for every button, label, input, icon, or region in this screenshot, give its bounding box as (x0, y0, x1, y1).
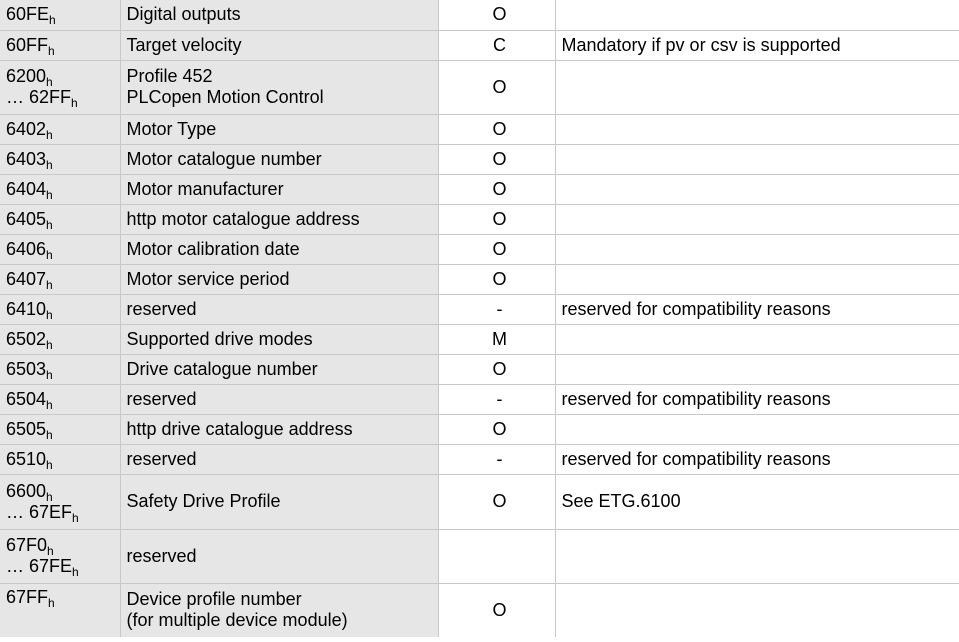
comment-cell (555, 30, 959, 60)
table-row (0, 324, 959, 354)
hex-suffix: h (46, 217, 53, 232)
comment-text: reserved for compatibility reasons (561, 388, 831, 409)
index-cell (0, 474, 120, 529)
index-value: 6403 (6, 148, 47, 169)
object-name: http drive catalogue address (126, 418, 353, 439)
mo-value: O (492, 238, 507, 259)
hex-suffix: h (47, 544, 54, 558)
hex-suffix: h (46, 277, 53, 292)
index-value: 6200 (6, 66, 47, 86)
mo-cell (438, 60, 555, 114)
name-cell (120, 144, 438, 174)
table-row (0, 474, 959, 529)
index-cell (0, 204, 120, 234)
object-name: Digital outputs (126, 4, 241, 25)
name-cell (120, 294, 438, 324)
comment-cell (555, 174, 959, 204)
index-value: 6404 (6, 178, 47, 199)
comment-cell (555, 474, 959, 529)
name-cell (120, 444, 438, 474)
mo-cell (438, 114, 555, 144)
mo-cell (438, 384, 555, 414)
object-name: Motor catalogue number (126, 148, 322, 169)
object-name-line2: (for multiple device module) (126, 610, 348, 631)
comment-text: Mandatory if pv or csv is supported (561, 34, 841, 55)
index-cell (0, 583, 120, 637)
comment-cell (555, 60, 959, 114)
comment-cell (555, 414, 959, 444)
name-cell (120, 60, 438, 114)
index-cell (0, 0, 120, 30)
mo-value: O (492, 358, 507, 379)
index-cell (0, 444, 120, 474)
index-cell (0, 414, 120, 444)
mo-value: - (496, 448, 503, 469)
object-name: Device profile number (126, 589, 302, 610)
index-cell (0, 354, 120, 384)
mo-cell (438, 264, 555, 294)
object-name: Motor calibration date (126, 238, 300, 259)
object-name-line2: PLCopen Motion Control (126, 87, 324, 107)
comment-cell (555, 144, 959, 174)
index-cell (0, 30, 120, 60)
index-cell (0, 60, 120, 114)
object-name: http motor catalogue address (126, 208, 360, 229)
mo-cell (438, 234, 555, 264)
object-name: reserved (126, 545, 197, 566)
mo-cell (438, 474, 555, 529)
hex-suffix: h (46, 367, 53, 382)
index-cell (0, 294, 120, 324)
mo-value: O (492, 491, 507, 511)
index-value: 60FF (6, 34, 49, 55)
hex-suffix: h (72, 510, 79, 525)
index-value: 6510 (6, 448, 47, 469)
index-value: 6406 (6, 238, 47, 259)
name-cell (120, 234, 438, 264)
comment-text: reserved for compatibility reasons (561, 298, 831, 319)
mo-value: M (492, 328, 507, 349)
index-value: 6407 (6, 268, 47, 289)
comment-text: See ETG.6100 (561, 491, 681, 511)
table-row (0, 414, 959, 444)
hex-suffix: h (46, 247, 53, 262)
table-row (0, 0, 959, 30)
index-cell (0, 174, 120, 204)
mo-cell (438, 204, 555, 234)
name-cell (120, 324, 438, 354)
mo-cell (438, 583, 555, 637)
table-row (0, 204, 959, 234)
comment-cell (555, 294, 959, 324)
table-row (0, 144, 959, 174)
object-name: Motor Type (126, 118, 217, 139)
hex-suffix: h (46, 157, 53, 172)
hex-suffix: h (46, 397, 53, 412)
name-cell (120, 414, 438, 444)
object-name: Supported drive modes (126, 328, 313, 349)
mo-cell (438, 30, 555, 60)
index-cell (0, 384, 120, 414)
mo-cell (438, 174, 555, 204)
mo-value: O (492, 268, 507, 289)
hex-suffix: h (48, 595, 55, 610)
index-value: 67F0 (6, 535, 48, 555)
index-value: 6504 (6, 388, 47, 409)
mo-value: O (492, 178, 507, 199)
index-value: 6405 (6, 208, 47, 229)
mo-value: - (496, 298, 503, 319)
name-cell (120, 529, 438, 583)
name-cell (120, 0, 438, 30)
index-value: 67FF (6, 586, 49, 607)
object-name: reserved (126, 448, 197, 469)
table-row (0, 444, 959, 474)
hex-suffix: h (48, 43, 55, 58)
hex-suffix: h (49, 13, 56, 28)
index-value: 6410 (6, 298, 47, 319)
name-cell (120, 384, 438, 414)
index-value: 6502 (6, 328, 47, 349)
name-cell (120, 583, 438, 637)
mo-value: - (496, 388, 503, 409)
mo-value: O (492, 208, 507, 229)
comment-cell (555, 114, 959, 144)
comment-cell (555, 204, 959, 234)
hex-suffix: h (46, 307, 53, 322)
object-name: Profile 452 (126, 66, 213, 86)
table-row (0, 264, 959, 294)
object-name: Drive catalogue number (126, 358, 318, 379)
table-row (0, 60, 959, 114)
name-cell (120, 114, 438, 144)
table-row (0, 174, 959, 204)
comment-text: reserved for compatibility reasons (561, 448, 831, 469)
mo-cell (438, 0, 555, 30)
object-name: reserved (126, 298, 197, 319)
index-range-end: … 67FE (6, 556, 73, 576)
comment-cell (555, 444, 959, 474)
mo-cell (438, 354, 555, 384)
table-row (0, 234, 959, 264)
hex-suffix: h (46, 489, 53, 504)
mo-cell (438, 529, 555, 583)
mo-value: O (492, 148, 507, 169)
comment-cell (555, 354, 959, 384)
table-row (0, 30, 959, 60)
comment-cell (555, 324, 959, 354)
index-range-end: … 67EF (6, 501, 73, 522)
index-value: 6600 (6, 480, 47, 501)
mo-cell (438, 414, 555, 444)
hex-suffix: h (72, 565, 79, 579)
index-value: 60FE (6, 4, 50, 25)
name-cell (120, 204, 438, 234)
index-cell (0, 114, 120, 144)
index-cell (0, 144, 120, 174)
name-cell (120, 354, 438, 384)
index-range-end: … 62FF (6, 87, 72, 107)
hex-suffix: h (46, 187, 53, 202)
hex-suffix: h (46, 127, 53, 142)
index-cell (0, 234, 120, 264)
comment-cell (555, 384, 959, 414)
table-row (0, 294, 959, 324)
mo-cell (438, 294, 555, 324)
mo-cell (438, 444, 555, 474)
object-name: Motor service period (126, 268, 290, 289)
table-row (0, 384, 959, 414)
mo-value: O (492, 118, 507, 139)
name-cell (120, 174, 438, 204)
table-row (0, 583, 959, 637)
index-value: 6503 (6, 358, 47, 379)
object-name: Motor manufacturer (126, 178, 284, 199)
mo-value: O (492, 599, 507, 620)
comment-cell (555, 234, 959, 264)
hex-suffix: h (71, 96, 78, 110)
object-name: reserved (126, 388, 197, 409)
index-value: 6402 (6, 118, 47, 139)
comment-cell (555, 529, 959, 583)
index-cell (0, 529, 120, 583)
comment-cell (555, 0, 959, 30)
mo-value: O (492, 76, 507, 97)
mo-value: O (492, 418, 507, 439)
hex-suffix: h (46, 457, 53, 472)
hex-suffix: h (46, 337, 53, 352)
index-cell (0, 324, 120, 354)
comment-cell (555, 583, 959, 637)
mo-cell (438, 324, 555, 354)
mo-cell (438, 144, 555, 174)
table-row (0, 354, 959, 384)
comment-cell (555, 264, 959, 294)
mo-value: O (492, 4, 507, 25)
object-name: Safety Drive Profile (126, 491, 281, 511)
hex-suffix: h (46, 427, 53, 442)
table-row (0, 114, 959, 144)
name-cell (120, 30, 438, 60)
table-row (0, 529, 959, 583)
hex-suffix: h (46, 75, 53, 89)
index-value: 6505 (6, 418, 47, 439)
mo-value: C (493, 34, 506, 55)
name-cell (120, 474, 438, 529)
index-cell (0, 264, 120, 294)
name-cell (120, 264, 438, 294)
object-name: Target velocity (126, 34, 242, 55)
